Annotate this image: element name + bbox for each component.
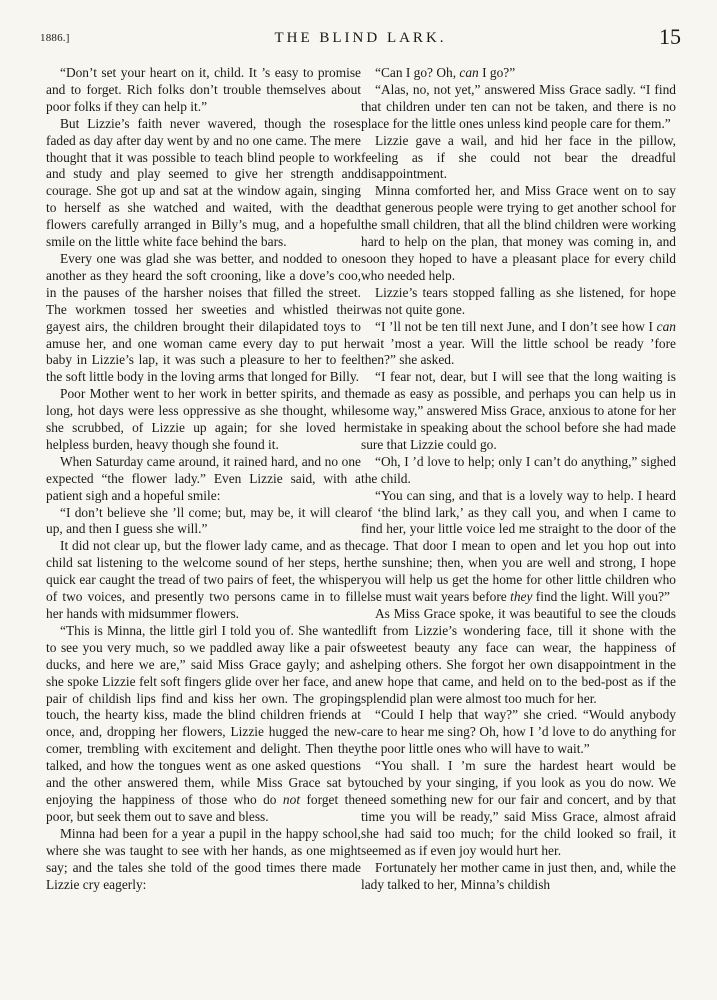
paragraph: “This is Minna, the little girl I told you of. She wanted to see you very much, so we paddled away like a pair of ducks, and here we are,” said Miss Grace gayly; and as she spoke Lizzie felt soft fingers glide over her face, and a pair of childish lips find and kiss her own. The groping touch, the hearty kiss, made the blind children friends at once, and, dropping her flowers, Lizzie hugged the new-comer, trembling with excitement and delight. Then they talked, and how the tongues went as one asked questions and the other answered them, while Miss Grace sat by enjoying the happiness of those who do not forget the poor, but seek them out to save and bless.	[46, 622, 361, 824]
paragraph: “Could I help that way?” she cried. “Would anybody care to hear me sing? Oh, how I ’d love to do anything for the poor little ones who will have to wait.”	[361, 707, 676, 757]
paragraph: “Don’t set your heart on it, child. It ’s easy to promise and to forget. Rich folks don’t trouble themselves about poor folks if they can help it.”	[46, 65, 361, 114]
paragraph: “Can I go? Oh, can I go?”	[375, 65, 516, 80]
right-column	[361, 65, 676, 893]
paragraph: “You can sing, and that is a lovely way to help. I heard of ‘the blind lark,’ as they call you, and when I came to find her, your little voice led me straight to the door of the cage. That door I mean to open and let you hop out into the sunshine; then, when you are well and strong, I hope you will help us get the home for other little children who else must wait years before they find the light. Will you?”	[361, 487, 676, 605]
paragraph: Minna comforted her, and Miss Grace went on to say that generous people were trying to get another school for the small children, that all the blind children were working hard to help on the plan, that money was coming in, and soon they hoped to have a pleasant place for every child who needed help.	[361, 183, 676, 283]
paragraph: “I ’ll not be ten till next June, and I don’t see how I can wait ’most a year. Will the little school be ready ’fore then?” she asked.	[361, 318, 676, 368]
paragraph: “I fear not, dear, but I will see that the long waiting is made as easy as possible, and perhaps you can help us in some way,” answered Miss Grace, anxious to atone for her mistake in speaking about the school before she had made sure that Lizzie could go.	[361, 369, 676, 452]
header-year: 1886.]	[40, 32, 70, 44]
paragraph: Poor Mother went to her work in better spirits, and the long, hot days were less oppressive as she thought, while she scrubbed, of Lizzie up again; for she loved her helpless burden, heavy though she found it.	[46, 386, 361, 452]
paragraph: Minna had been for a year a pupil in the happy school, where she was taught to see with her hands, as one might say; and the tales she told of the good times there made Lizzie cry eagerly:	[46, 825, 361, 892]
paragraph: As Miss Grace spoke, it was beautiful to see the clouds lift from Lizzie’s wondering face, till it shone with the sweetest beauty any face can wear, the happiness of helping others. She forgot her own disappointment in the new hope that came, and held on to the bed-post as if the splendid plan were almost too much for her.	[361, 606, 676, 706]
page-number: 15	[659, 24, 681, 49]
paragraph: Lizzie gave a wail, and hid her face in the pillow, feeling as if she could not bear the dreadful disappointment.	[361, 132, 676, 182]
paragraph: “Oh, I ’d love to help; only I can’t do anything,” sighed the child.	[361, 453, 676, 486]
paragraph: “I don’t believe she ’ll come; but, may be, it will clear up, and then I guess she will.”	[46, 504, 361, 537]
paragraph: When Saturday came around, it rained hard, and no one expected “the flower lady.” Even Lizzie said, with a patient sigh and a hopeful smile:	[46, 453, 361, 503]
running-head	[40, 24, 681, 54]
paragraph: It did not clear up, but the flower lady came, and as the child sat listening to the welcome sound of her steps, her quick ear caught the tread of two pairs of feet, the whisper of two voices, and presently two persons came in to fill her hands with midsummer flowers.	[46, 538, 361, 621]
paragraph: But Lizzie’s faith never wavered, though the roses faded as day after day went by and no one came. The mere thought that it was possible to teach blind people to work and study and play seemed to give her strength and courage. She got up and sat at the window again, singing to herself as she watched and waited, with the dead flowers carefully arranged in Billy’s mug, and a hopeful smile on the little white face behind the bars.	[46, 115, 361, 250]
paragraph: Every one was glad she was better, and nodded to one another as they heard the soft crooning, like a dove’s coo, in the pauses of the harsher noises that filled the street. The workmen tossed her sweeties and whistled their gayest airs, the children brought their dilapidated toys to amuse her, and one woman came every day to put her baby in Lizzie’s lap, it was such a pleasure to her to feel the soft little body in the loving arms that longed for Billy.	[46, 250, 361, 385]
paragraph: Lizzie’s tears stopped falling as she listened, for hope was not quite gone.	[361, 284, 676, 317]
paragraph: “Alas, no, not yet,” answered Miss Grace sadly. “I find that children under ten can not be taken, and there is no place for the little ones unless kind people care for them.”	[361, 81, 676, 131]
paragraph: Fortunately her mother came in just then, and, while the lady talked to her, Minna’s childish	[361, 859, 676, 892]
paragraph: “You shall. I ’m sure the hardest heart would be touched by your singing, if you look as you do now. We need something new for our fair and concert, and by that time you will be ready,” said Miss Grace, almost afraid she had said too much; for the child looked so frail, it seemed as if even joy would hurt her.	[361, 758, 676, 858]
header-title: THE BLIND LARK.	[274, 30, 447, 46]
left-column	[46, 65, 361, 893]
